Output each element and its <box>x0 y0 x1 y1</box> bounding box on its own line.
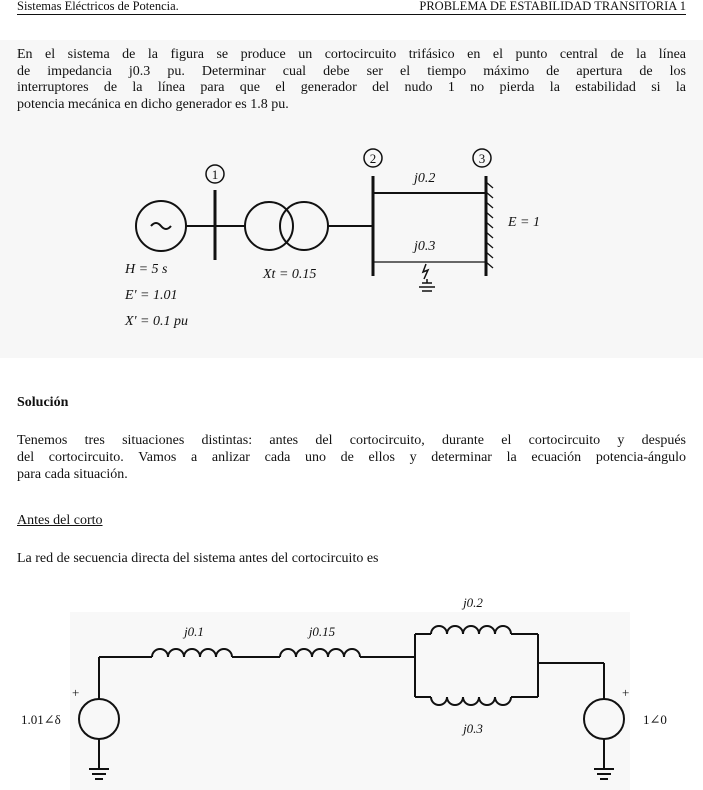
left-source-value: 1.01∠δ <box>21 712 61 727</box>
one-line-diagram <box>0 0 703 360</box>
fault-symbol <box>419 264 435 291</box>
inductor-j0-2 <box>431 626 511 634</box>
solution-line: para cada situación. <box>17 467 128 482</box>
line-lower-impedance: j0.3 <box>414 239 436 254</box>
inductor-j0-15 <box>280 649 360 657</box>
subheading-before-fault: Antes del corto <box>17 513 103 528</box>
right-ground <box>594 739 614 779</box>
problem-line: En el sistema de la figura se produce un cortocircuito trifásico en el punto central de la línea <box>17 47 686 62</box>
problem-line: potencia mecánica en dicho generador es 1.8 pu. <box>17 96 289 112</box>
problem-line: de impedancia j0.3 pu. Determinar cual debe ser el tiempo máximo de apertura de los <box>17 63 686 79</box>
left-voltage-source <box>79 699 119 739</box>
solution-line: del cortocircuito. Vamos a anlizar cada uno de ellos y determinar la ecuación potencia-ángulo <box>17 450 686 465</box>
generator-inertia: H = 5 s <box>125 262 168 277</box>
left-plus-sign: + <box>72 685 80 700</box>
right-plus-sign: + <box>622 685 630 700</box>
problem-line: interruptores de la línea para que el generador del nudo 1 no pierda la estabilidad si la <box>17 80 686 95</box>
inductor-j0-1-label: j0.1 <box>184 624 204 639</box>
right-source-value: 1∠0 <box>643 712 667 727</box>
inductor-j0-15-label: j0.15 <box>308 624 336 639</box>
header-problem-title: PROBLEMA DE ESTABILIDAD TRANSITORIA 1 <box>419 0 686 13</box>
generator-reactance: X' = 0.1 pu <box>125 314 188 329</box>
transformer-reactance: Xt = 0.15 <box>263 267 317 282</box>
infinite-bus-voltage: E = 1 <box>508 215 540 230</box>
inductor-j0-1 <box>152 649 232 657</box>
node-2-label: 2 <box>369 151 377 166</box>
inductor-j0-3-label: j0.3 <box>463 721 483 736</box>
network-intro-text: La red de secuencia directa del sistema antes del cortocircuito es <box>17 551 379 566</box>
generator-emf: E' = 1.01 <box>125 288 178 303</box>
header-course: Sistemas Eléctricos de Potencia. <box>17 0 179 13</box>
line-upper-impedance: j0.2 <box>414 171 436 186</box>
node-3-label: 3 <box>478 151 486 166</box>
node-1-label: 1 <box>211 167 219 182</box>
inductor-j0-3 <box>431 697 511 705</box>
positive-sequence-network <box>0 580 703 790</box>
right-voltage-source <box>584 699 624 739</box>
solution-heading: Solución <box>17 395 69 410</box>
left-ground <box>89 739 109 779</box>
inductor-j0-2-label: j0.2 <box>463 595 483 610</box>
solution-line: Tenemos tres situaciones distintas: antes del cortocircuito, durante el cortocircuito y después <box>17 433 686 448</box>
